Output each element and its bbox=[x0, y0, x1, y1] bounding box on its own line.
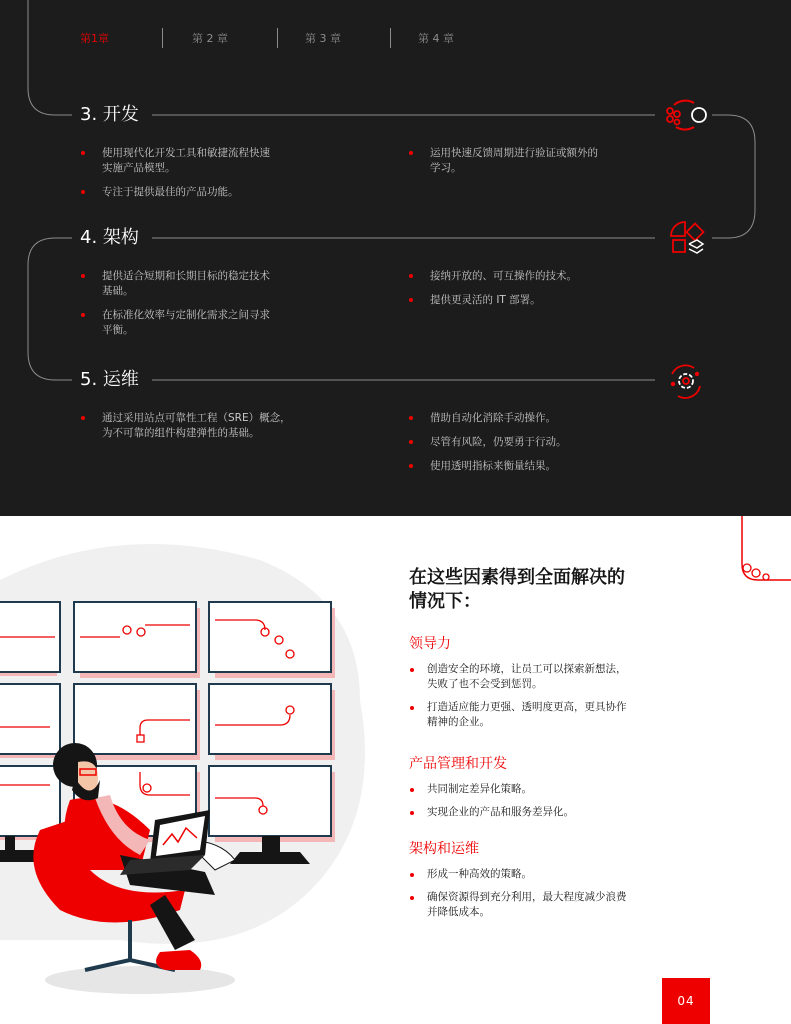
gear-refresh-icon bbox=[664, 362, 706, 400]
list-item: 通过采用站点可靠性工程（SRE）概念， 为不可靠的组件构建弹性的基础。 bbox=[80, 411, 340, 441]
group-title-leadership: 领导力 bbox=[409, 636, 451, 652]
developer-illustration bbox=[0, 540, 380, 1010]
list-item: 形成一种高效的策略。 bbox=[409, 867, 669, 882]
list-item: 尽管有风险，仍要勇于行动。 bbox=[408, 435, 648, 450]
leadership-list bbox=[409, 662, 669, 738]
development-right-list bbox=[408, 146, 648, 185]
operations-right-list bbox=[408, 411, 648, 483]
tab-chapter-1[interactable]: 第1章 bbox=[80, 32, 109, 45]
list-item: 运用快速反馈周期进行验证或额外的 学习。 bbox=[408, 146, 648, 176]
tab-chapter-4[interactable]: 第 4 章 bbox=[418, 32, 454, 45]
tab-chapter-3[interactable]: 第 3 章 bbox=[305, 32, 341, 45]
operations-left-list bbox=[80, 411, 340, 450]
summary-heading: 在这些因素得到全面解决的 情况下： bbox=[409, 567, 625, 612]
list-item: 在标准化效率与定制化需求之间寻求 平衡。 bbox=[80, 308, 320, 338]
development-left-list bbox=[80, 146, 320, 209]
list-item: 打造适应能力更强、透明度更高，更具协作 精神的企业。 bbox=[409, 700, 669, 730]
list-item: 共同制定差异化策略。 bbox=[409, 782, 669, 797]
connector-decoration bbox=[700, 516, 791, 586]
section-title-operations: 5. 运维 bbox=[80, 369, 149, 391]
page-number: 04 bbox=[662, 978, 710, 1024]
list-item: 借助自动化消除手动操作。 bbox=[408, 411, 648, 426]
gears-cycle-icon bbox=[660, 97, 710, 133]
list-item: 提供适合短期和长期目标的稳定技术 基础。 bbox=[80, 269, 320, 299]
list-item: 提供更灵活的 IT 部署。 bbox=[408, 293, 648, 308]
list-item: 接纳开放的、可互操作的技术。 bbox=[408, 269, 648, 284]
tab-divider bbox=[162, 28, 163, 48]
product-list bbox=[409, 782, 669, 828]
list-item: 确保资源得到充分利用，最大程度减少浪费 并降低成本。 bbox=[409, 890, 669, 920]
blocks-chart-icon bbox=[667, 220, 707, 256]
architecture-left-list bbox=[80, 269, 320, 347]
list-item: 使用现代化开发工具和敏捷流程快速 实施产品模型。 bbox=[80, 146, 320, 176]
section-title-architecture: 4. 架构 bbox=[80, 227, 149, 249]
list-item: 创造安全的环境，让员工可以探索新想法， 失败了也不会受到惩罚。 bbox=[409, 662, 669, 692]
tab-divider bbox=[390, 28, 391, 48]
architecture-right-list bbox=[408, 269, 648, 317]
chapter-tabs bbox=[0, 30, 791, 50]
list-item: 专注于提供最佳的产品功能。 bbox=[80, 185, 320, 200]
section-title-development: 3. 开发 bbox=[80, 104, 149, 126]
group-title-product: 产品管理和开发 bbox=[409, 756, 507, 772]
tab-divider bbox=[277, 28, 278, 48]
list-item: 使用透明指标来衡量结果。 bbox=[408, 459, 648, 474]
group-title-architecture-ops: 架构和运维 bbox=[409, 841, 479, 857]
list-item: 实现企业的产品和服务差异化。 bbox=[409, 805, 669, 820]
tab-chapter-2[interactable]: 第 2 章 bbox=[192, 32, 228, 45]
architecture-ops-list bbox=[409, 867, 669, 928]
